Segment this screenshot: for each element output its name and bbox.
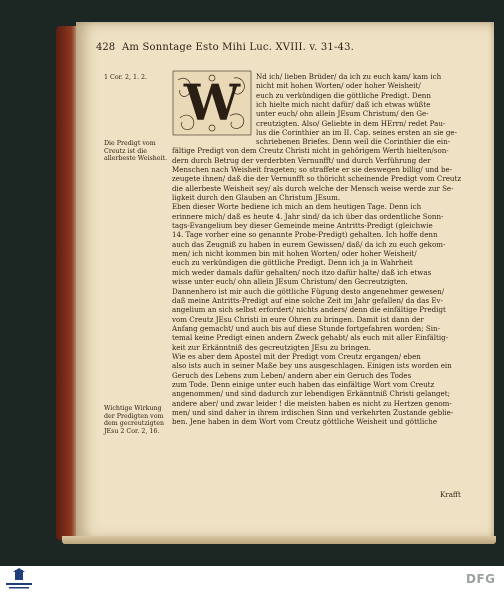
text-line: wisse unter euch/ ohn allein JEsum Christum/ den Gecreutzigten.	[172, 277, 408, 287]
running-header	[96, 42, 486, 56]
text-line: erinnere mich/ daß es heute 4. Jahr sind/ da ich über das ordentliche Sonn-	[172, 211, 444, 221]
foundation-logo-icon	[4, 568, 34, 590]
text-line: Nd ich/ lieben Brüder/ da ich zu euch kam/ kam ich	[256, 72, 442, 81]
text-line: unter euch/ ohn allein JEsum Christum/ den Ge-	[256, 109, 429, 119]
initial-paragraph	[256, 72, 484, 137]
text-line: men/ ich nicht kommen bin mit hohen Worten/ oder hoher Weisheit/	[172, 249, 417, 259]
text-line: zum Tode. Denn einige unter euch haben das einfältige Wort vom Creutz	[172, 379, 435, 389]
text-line: 14. Tage vorher eine so genannte Probe-Predigt) gehalten. Ich hoffe denn	[172, 230, 438, 240]
text-line: ligkeit durch den Glauben an Christum JEsum.	[172, 193, 341, 203]
text-line: mich weder damals dafür gehalten/ noch itzo dafür halte/ daß ich etwas	[172, 267, 432, 277]
text-line: fältige Predigt von dem Creutz Christi nicht in gehörigem Werth hielten/son-	[172, 146, 449, 156]
text-line: Geruch des Lebens zum Leben/ andern aber ein Geruch des Todes	[172, 370, 412, 380]
text-line: euch zu verkündigen die göttliche Predigt. Denn	[256, 90, 431, 100]
text-line: auch das Zeugniß zu haben in eurem Gewissen/ daß/ da ich zu euch gekom-	[172, 239, 446, 249]
book-binding-edge	[56, 26, 78, 540]
text-line: Wie es aber dem Apostel mit der Predigt vom Creutz ergangen/ eben	[172, 351, 421, 361]
text-line: vom Creutz JEsu Christi in eure Ohren zu bringen. Damit ist dann der	[172, 314, 424, 324]
decorated-initial-letter	[172, 70, 252, 136]
text-line: men/ und sind daher in ihrem irdischen Sinn und verkehrten Zustande geblie-	[172, 407, 454, 417]
viewer-footer	[0, 566, 504, 592]
text-line: ich hielte mich nicht dafür/ daß ich etwas wüßte	[256, 100, 431, 110]
text-line: euch zu verkündigen die göttliche Predigt. Denn ich ja in Wahrheit	[172, 258, 413, 268]
text-line: angenommen/ und sind dadurch zur lebendigen Erkänntniß Christi gelanget;	[172, 389, 450, 399]
text-line: schriebenen Briefes. Denn weil die Corinthier die ein-	[256, 137, 451, 146]
running-title: Am Sonntage Esto Mihi Luc. XVIII. v. 31-43.	[122, 42, 355, 53]
text-line: also ists auch in seiner Maße bey uns ausgeschlagen. Einigen ists worden ein	[172, 361, 452, 371]
text-line: die allerbeste Weisheit sey/ als durch welche der Mensch weise werde zur Se-	[172, 183, 454, 193]
text-line: dern durch Betrug der verderbten Vernunfft/ und durch Verführung der	[172, 155, 431, 165]
text-line: Anfang gemacht/ und auch bis auf diese Stunde fortgefahren worden; Sin-	[172, 323, 440, 333]
initial-letter-glyph: W	[183, 73, 241, 132]
catchword: Krafft	[440, 490, 461, 499]
margin-note-reference: 1 Cor. 2, 1. 2.	[104, 74, 147, 81]
text-line: nicht mit hohen Worten/ oder hoher Weisheit/	[256, 81, 421, 91]
text-line: daß meine Antritts-Predigt auf eine solche Zeit im Jahr gefallen/ da das Ev-	[172, 295, 443, 305]
margin-note-wirkung: Wichtige Wirkung der Predigten vom dem gecreutzigten JEsu 2 Cor. 2, 16.	[104, 405, 165, 435]
text-line: temal keine Predigt einen andern Zweck gehabt/ als euch mit aller Einfältig-	[172, 333, 449, 343]
text-line: ben. Jene haben in dem Wort vom Creutz göttliche Weisheit und göttliche	[172, 417, 438, 427]
page-number: 428	[96, 42, 116, 53]
page-stack-edge	[62, 536, 496, 544]
main-text	[172, 137, 484, 427]
text-line: Eben dieser Worte bediene ich mich an dem heutigen Tage. Denn ich	[172, 202, 422, 212]
text-line: Menschen nach Weisheit frageten; so straffete er sie deswegen billig/ und be-	[172, 165, 453, 175]
dfg-logo: DFG	[466, 572, 496, 586]
text-line: andere aber/ und zwar leider ! die meisten haben es nicht zu Hertzen genom-	[172, 398, 452, 408]
text-line: Dannenhero ist mir auch die göttliche Fügung desto angenehmer gewesen/	[172, 286, 445, 296]
text-line: angelium an sich selbst erfordert/ nichts anders/ denn die einfältige Predigt	[172, 305, 446, 315]
margin-note-predigt: Die Predigt vom Creutz ist die allerbeste Weisheit.	[104, 140, 168, 163]
text-line: zeugete ihnen/ daß die der Vernunfft so thöricht scheinende Predigt vom Creutz	[172, 174, 462, 184]
text-line: lus die Corinthier an im II. Cap. seines ersten an sie ge-	[256, 128, 458, 138]
text-line: creutzigten. Also/ Geliebte in dem HErrn/ redet Pau-	[256, 118, 446, 128]
text-line: keit zur Erkänntniß des gecreutzigten JEsu zu bringen.	[172, 342, 371, 352]
text-line: tags-Evangelium bey dieser Gemeinde meine Antritts-Predigt (gleichwie	[172, 221, 433, 231]
